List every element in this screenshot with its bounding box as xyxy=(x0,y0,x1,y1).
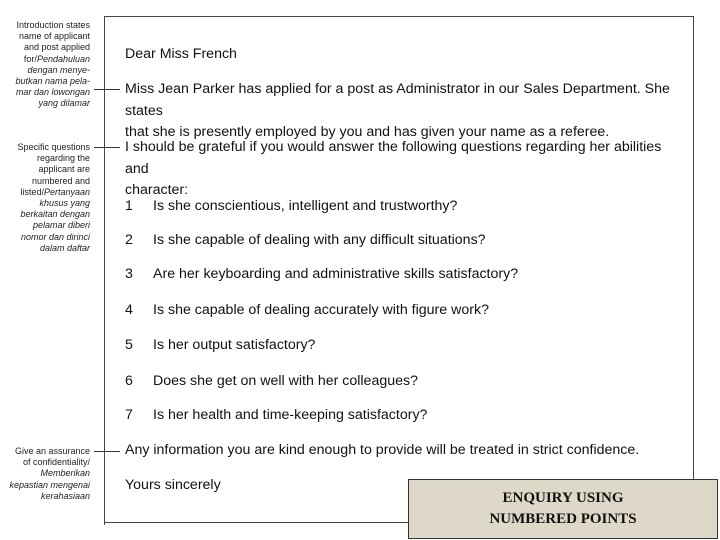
note-line: Pendahuluan xyxy=(36,53,90,64)
question-number: 2 xyxy=(125,232,133,248)
note-line: of confidentiality/ xyxy=(22,457,90,468)
caption-box xyxy=(408,479,718,539)
note-line: butkan nama pela- xyxy=(15,76,90,87)
note-line: kepastian mengenai xyxy=(9,479,90,490)
question-text: Is her output satisfactory? xyxy=(153,337,316,353)
request-line: I should be grateful if you would answer the following questions regarding her abilities and xyxy=(125,139,662,177)
note-line: listed/ xyxy=(20,186,44,197)
question-number: 3 xyxy=(125,266,133,282)
note-line: nomor dan dirinci xyxy=(20,231,90,242)
note-line: for/ xyxy=(23,53,37,64)
note-line: name of applicant xyxy=(18,31,90,42)
caption-line: NUMBERED POINTS xyxy=(489,511,637,527)
note-line: Pertanyaan xyxy=(43,186,90,197)
intro-line: that she is presently employed by you and has given your name as a referee. xyxy=(125,124,610,140)
closing: Yours sincerely xyxy=(125,477,221,493)
note-line: yang dilamar xyxy=(38,98,90,109)
question-number: 1 xyxy=(125,198,133,214)
question-text: Does she get on well with her colleagues? xyxy=(153,373,418,389)
note-line: dengan menye- xyxy=(27,64,90,75)
confidence-statement: Any information you are kind enough to provide will be treated in strict confidence. xyxy=(125,442,640,458)
note-line: Specific questions xyxy=(17,142,90,152)
question-text: Is she capable of dealing with any difficult situations? xyxy=(153,232,486,248)
note-line: and post applied xyxy=(23,42,90,53)
note-line: dalam daftar xyxy=(39,242,90,253)
margin-note-questions xyxy=(6,142,90,254)
note-line: kerahasiaan xyxy=(40,490,90,501)
question-number: 5 xyxy=(125,337,133,353)
question-number: 6 xyxy=(125,373,133,389)
salutation: Dear Miss French xyxy=(125,46,237,62)
note-line: pelamar diberi xyxy=(32,220,90,231)
intro-line: Miss Jean Parker has applied for a post as Administrator in our Sales Department. She states xyxy=(125,81,670,119)
note-line: Introduction states xyxy=(16,20,90,30)
note-line: applicant are xyxy=(38,164,90,175)
request-line: character: xyxy=(125,182,189,198)
question-number: 7 xyxy=(125,407,133,423)
note-line: berkaitan dengan xyxy=(20,209,90,220)
note-line: Memberikan xyxy=(40,468,90,479)
request-paragraph xyxy=(125,137,680,202)
margin-note-assurance xyxy=(6,446,90,502)
question-number: 4 xyxy=(125,302,133,318)
note-line: regarding the xyxy=(36,153,90,164)
note-line: khusus yang xyxy=(39,198,90,209)
note-line: Give an assurance xyxy=(14,446,90,456)
question-text: Is she capable of dealing accurately with figure work? xyxy=(153,302,489,318)
question-text: Is she conscientious, intelligent and trustworthy? xyxy=(153,198,458,214)
letter-bottom-rule xyxy=(104,522,408,523)
intro-paragraph xyxy=(125,79,680,144)
margin-note-introduction xyxy=(6,20,90,110)
question-text: Is her health and time-keeping satisfactory? xyxy=(153,407,428,423)
question-text: Are her keyboarding and administrative skills satisfactory? xyxy=(153,266,519,282)
note-line: mar dan lowongan xyxy=(15,87,90,98)
caption-line: ENQUIRY USING xyxy=(502,490,624,506)
note-line: numbered and xyxy=(31,175,90,186)
